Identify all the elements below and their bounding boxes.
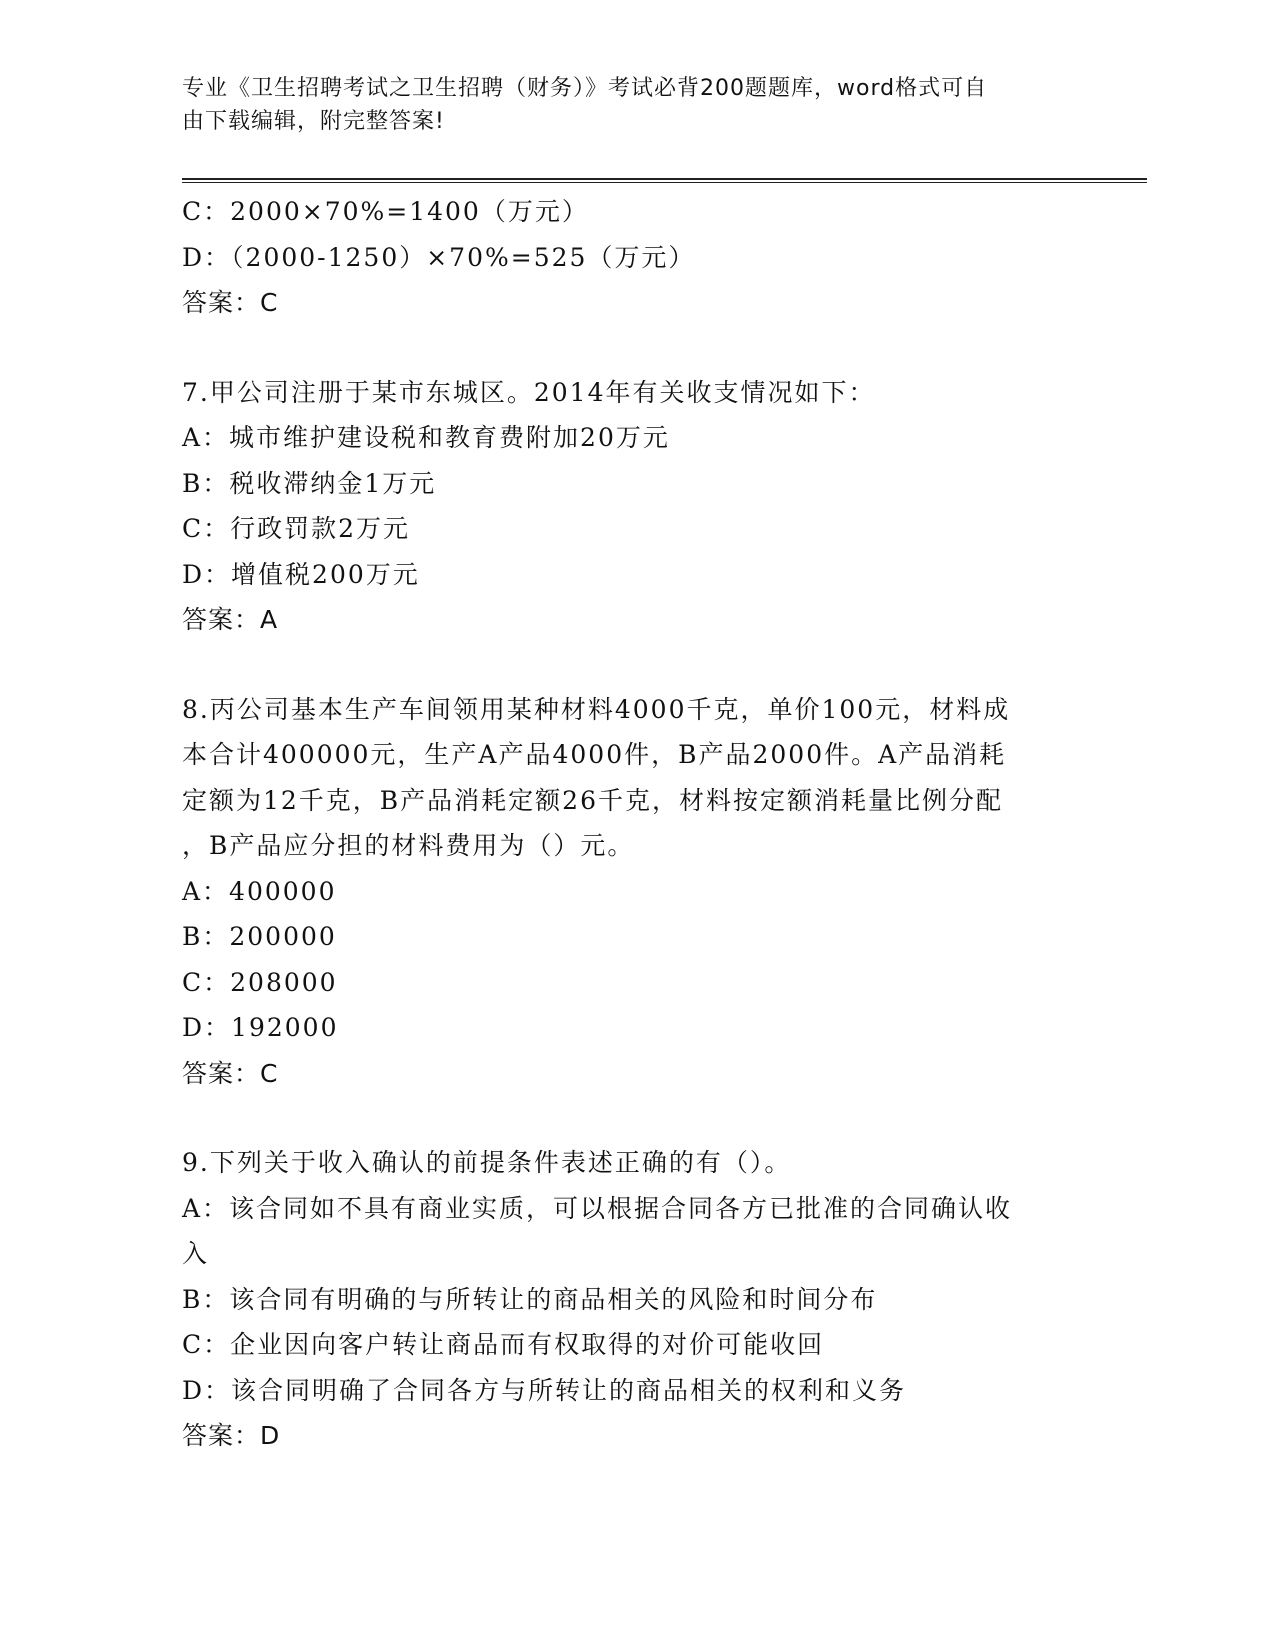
option-b: B：200000 <box>182 922 337 951</box>
question-7 <box>182 370 1082 643</box>
question-stem: 本合计400000元，生产A产品4000件，B产品2000件。A产品消耗 <box>182 740 1007 769</box>
header-divider <box>182 178 1147 183</box>
option-c: C：行政罚款2万元 <box>182 514 411 543</box>
option-c: C：企业因向客户转让商品而有权取得的对价可能收回 <box>182 1330 825 1359</box>
option-d: D：增值税200万元 <box>182 559 420 589</box>
header-line-1: 专业《卫生招聘考试之卫生招聘（财务）》考试必背200题题库，word格式可自 <box>182 76 988 101</box>
option-c: C：208000 <box>182 967 338 997</box>
question-stem: 7.甲公司注册于某市东城区。2014年有关收支情况如下： <box>182 377 876 407</box>
question-stem: 9.下列关于收入确认的前提条件表述正确的有（）。 <box>182 1148 792 1177</box>
option-c: C：2000×70%=1400（万元） <box>182 197 589 226</box>
option-d: D：（2000-1250）×70%=525（万元） <box>182 242 696 272</box>
option-d: D：该合同明确了合同各方与所转让的商品相关的权利和义务 <box>182 1375 907 1405</box>
question-stem: 定额为12千克，B产品消耗定额26千克，材料按定额消耗量比例分配 <box>182 785 1003 815</box>
answer-line: 答案：C <box>182 288 279 317</box>
option-a: A：该合同如不具有商业实质，可以根据合同各方已批准的合同确认收 <box>182 1193 1013 1223</box>
answer-line: 答案：D <box>182 1421 281 1450</box>
option-b: B：该合同有明确的与所转让的商品相关的风险和时间分布 <box>182 1284 878 1314</box>
document-header <box>182 72 1082 138</box>
answer-line: 答案：C <box>182 1058 279 1088</box>
question-8 <box>182 687 1082 1097</box>
question-stem: ，B产品应分担的材料费用为（）元。 <box>182 831 635 860</box>
answer-line: 答案：A <box>182 605 279 634</box>
option-b: B：税收滞纳金1万元 <box>182 468 437 498</box>
question-stem: 8.丙公司基本生产车间领用某种材料4000千克，单价100元，材料成 <box>182 694 1011 724</box>
option-a-continued: 入 <box>182 1239 210 1268</box>
question-9 <box>182 1140 1082 1459</box>
option-a: A：400000 <box>182 876 337 906</box>
option-d: D：192000 <box>182 1013 339 1042</box>
option-a: A：城市维护建设税和教育费附加20万元 <box>182 423 670 452</box>
question-list <box>182 189 1082 1459</box>
header-line-2: 由下载编辑，附完整答案! <box>182 109 445 134</box>
previous-question-tail <box>182 189 1082 326</box>
